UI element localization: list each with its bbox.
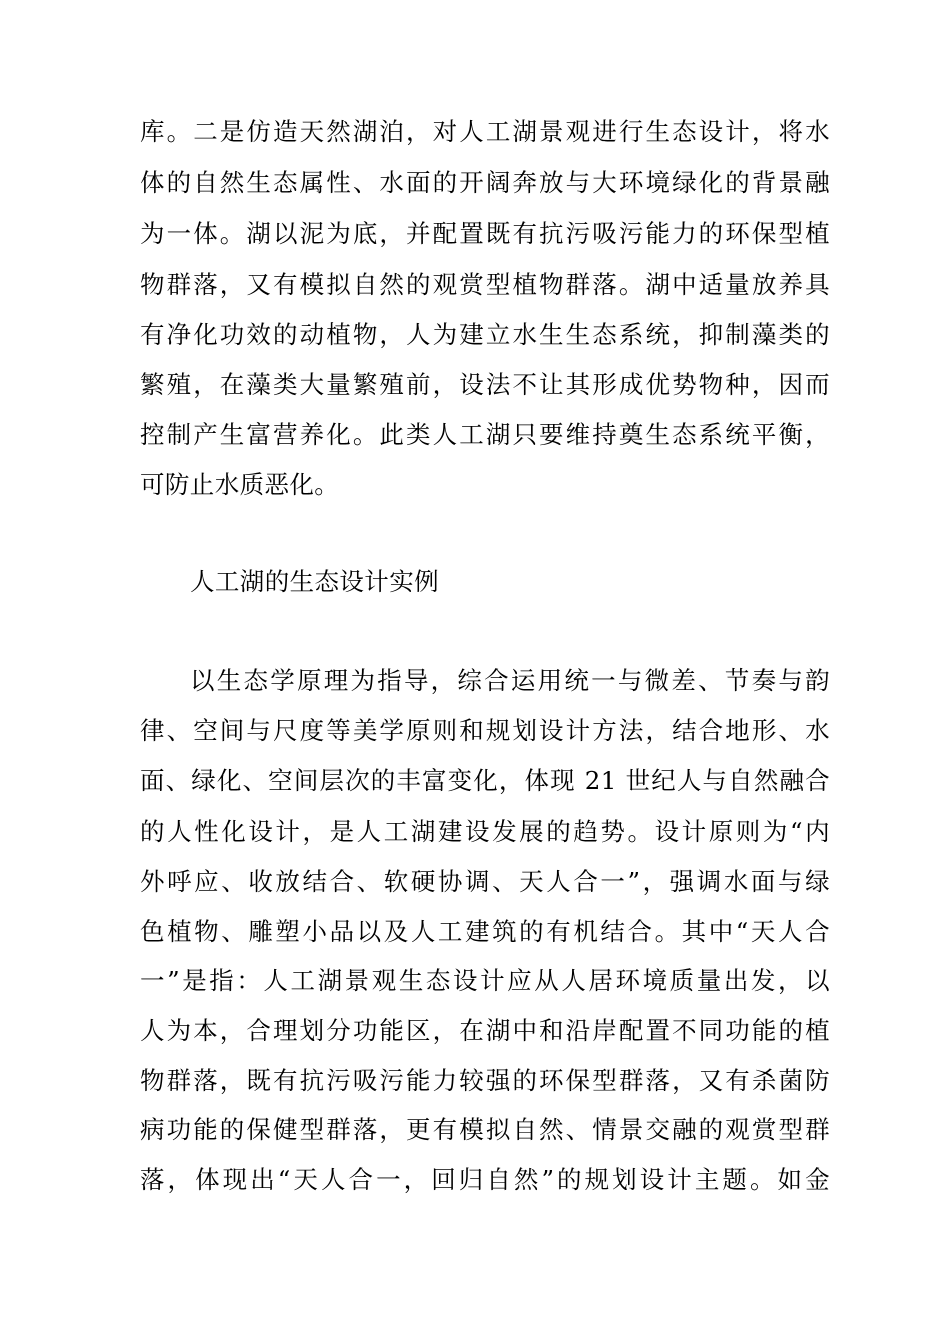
paragraph-1-line-6: 繁殖，在藻类大量繁殖前，设法不让其形成优势物种，因而 — [140, 370, 830, 399]
paragraph-2-line-10: 病功能的保健型群落，更有模拟自然、情景交融的观赏型群 — [140, 1115, 830, 1144]
paragraph-2-line-1: 以生态学原理为指导，综合运用统一与微差、节奏与韵 — [190, 666, 830, 695]
paragraph-2-line-6: 色植物、雕塑小品以及人工建筑的有机结合。其中“天人合 — [140, 917, 830, 946]
paragraph-2-line-9: 物群落，既有抗污吸污能力较强的环保型群落，又有杀菌防 — [140, 1066, 830, 1095]
paragraph-2-line-5: 外呼应、收放结合、软硬协调、天人合一”，强调水面与绿 — [140, 867, 830, 896]
paragraph-1-line-7: 控制产生富营养化。此类人工湖只要维持奠生态系统平衡， — [140, 420, 830, 449]
paragraph-2-line-7: 一”是指：人工湖景观生态设计应从人居环境质量出发，以 — [140, 966, 830, 995]
paragraph-1-line-2: 体的自然生态属性、水面的开阔奔放与大环境绿化的背景融 — [140, 168, 830, 197]
paragraph-1-line-4: 物群落，又有模拟自然的观赏型植物群落。湖中适量放养具 — [140, 270, 830, 299]
paragraph-1-line-8: 可防止水质恶化。 — [140, 470, 340, 499]
paragraph-2-line-2: 律、空间与尺度等美学原则和规划设计方法，结合地形、水 — [140, 716, 830, 745]
section-heading: 人工湖的生态设计实例 — [190, 567, 439, 596]
paragraph-1-line-1: 库。二是仿造天然湖泊，对人工湖景观进行生态设计，将水 — [140, 117, 830, 146]
paragraph-1-line-5: 有净化功效的动植物，人为建立水生生态系统，抑制藻类的 — [140, 320, 830, 349]
paragraph-2-line-3: 面、绿化、空间层次的丰富变化，体现 21 世纪人与自然融合 — [140, 766, 830, 795]
paragraph-2-line-11: 落，体现出“天人合一，回归自然”的规划设计主题。如金 — [140, 1165, 830, 1194]
paragraph-1-line-3: 为一体。湖以泥为底，并配置既有抗污吸污能力的环保型植 — [140, 219, 830, 248]
paragraph-2-line-8: 人为本，合理划分功能区，在湖中和沿岸配置不同功能的植 — [140, 1016, 830, 1045]
paragraph-2-line-4: 的人性化设计，是人工湖建设发展的趋势。设计原则为“内 — [140, 817, 830, 846]
